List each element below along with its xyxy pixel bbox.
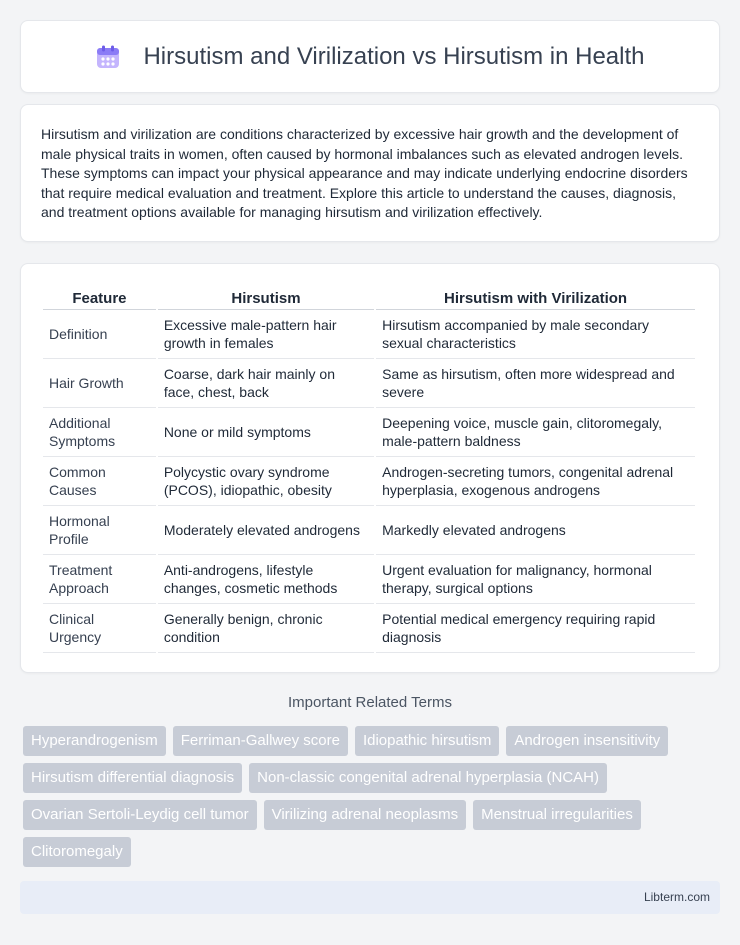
table-row [43,457,695,506]
intro-text: Hirsutism and virilization are conditions characterized by excessive hair growth and the development of male physical traits in women, often caused by hormonal imbalances such as elevated androgen levels. These symptoms can impact your physical appearance and may indicate underlying endocrine disorders that require medical evaluation and treatment. Explore this article to understand the causes, diagnosis, and treatment options available for managing hirsutism and virilization effectively. [41,126,688,220]
related-term-tag[interactable]: Virilizing adrenal neoplasms [264,800,467,830]
related-term-tag[interactable]: Menstrual irregularities [473,800,641,830]
column-header: Hirsutism [158,284,374,310]
calendar-icon [95,44,121,70]
page-header [20,20,720,93]
table-header-row [43,284,695,310]
table-row [43,555,695,604]
comparison-table-card [20,263,720,673]
footer-brand-link[interactable]: Libterm.com [643,890,710,904]
related-term-tag[interactable]: Clitoromegaly [23,837,131,867]
related-term-tag[interactable]: Ovarian Sertoli-Leydig cell tumor [23,800,257,830]
table-row [43,310,695,359]
table-cell: Treatment Approach [43,555,156,604]
footer [20,881,720,914]
column-header: Feature [43,284,156,310]
table-cell: Clinical Urgency [43,604,156,653]
related-term-tag[interactable]: Non-classic congenital adrenal hyperplasia (NCAH) [249,763,607,793]
table-cell: Hirsutism accompanied by male secondary sexual characteristics [376,310,695,359]
table-cell: Moderately elevated androgens [158,506,374,555]
related-terms-list [23,726,723,867]
table-row [43,506,695,555]
related-term-tag[interactable]: Hyperandrogenism [23,726,166,756]
table-row [43,604,695,653]
table-cell: Additional Symptoms [43,408,156,457]
table-cell: Hormonal Profile [43,506,156,555]
table-cell: Anti-androgens, lifestyle changes, cosmetic methods [158,555,374,604]
table-cell: Same as hirsutism, often more widespread and severe [376,359,695,408]
column-header: Hirsutism with Virilization [376,284,695,310]
table-cell: None or mild symptoms [158,408,374,457]
related-term-tag[interactable]: Androgen insensitivity [506,726,668,756]
table-cell: Urgent evaluation for malignancy, hormonal therapy, surgical options [376,555,695,604]
table-cell: Androgen-secreting tumors, congenital adrenal hyperplasia, exogenous androgens [376,457,695,506]
table-cell: Potential medical emergency requiring rapid diagnosis [376,604,695,653]
table-cell: Common Causes [43,457,156,506]
table-cell: Polycystic ovary syndrome (PCOS), idiopathic, obesity [158,457,374,506]
table-row [43,359,695,408]
related-terms-title: Important Related Terms [288,694,452,711]
related-term-tag[interactable]: Idiopathic hirsutism [355,726,499,756]
table-cell: Markedly elevated androgens [376,506,695,555]
comparison-table [41,284,697,653]
table-cell: Deepening voice, muscle gain, clitoromegaly, male-pattern baldness [376,408,695,457]
intro-section [20,104,720,242]
related-term-tag[interactable]: Ferriman-Gallwey score [173,726,348,756]
related-term-tag[interactable]: Hirsutism differential diagnosis [23,763,242,793]
table-cell: Excessive male-pattern hair growth in females [158,310,374,359]
table-cell: Hair Growth [43,359,156,408]
table-cell: Coarse, dark hair mainly on face, chest, back [158,359,374,408]
table-row [43,408,695,457]
page-title: Hirsutism and Virilization vs Hirsutism in Health [143,42,645,70]
table-cell: Generally benign, chronic condition [158,604,374,653]
table-cell: Definition [43,310,156,359]
